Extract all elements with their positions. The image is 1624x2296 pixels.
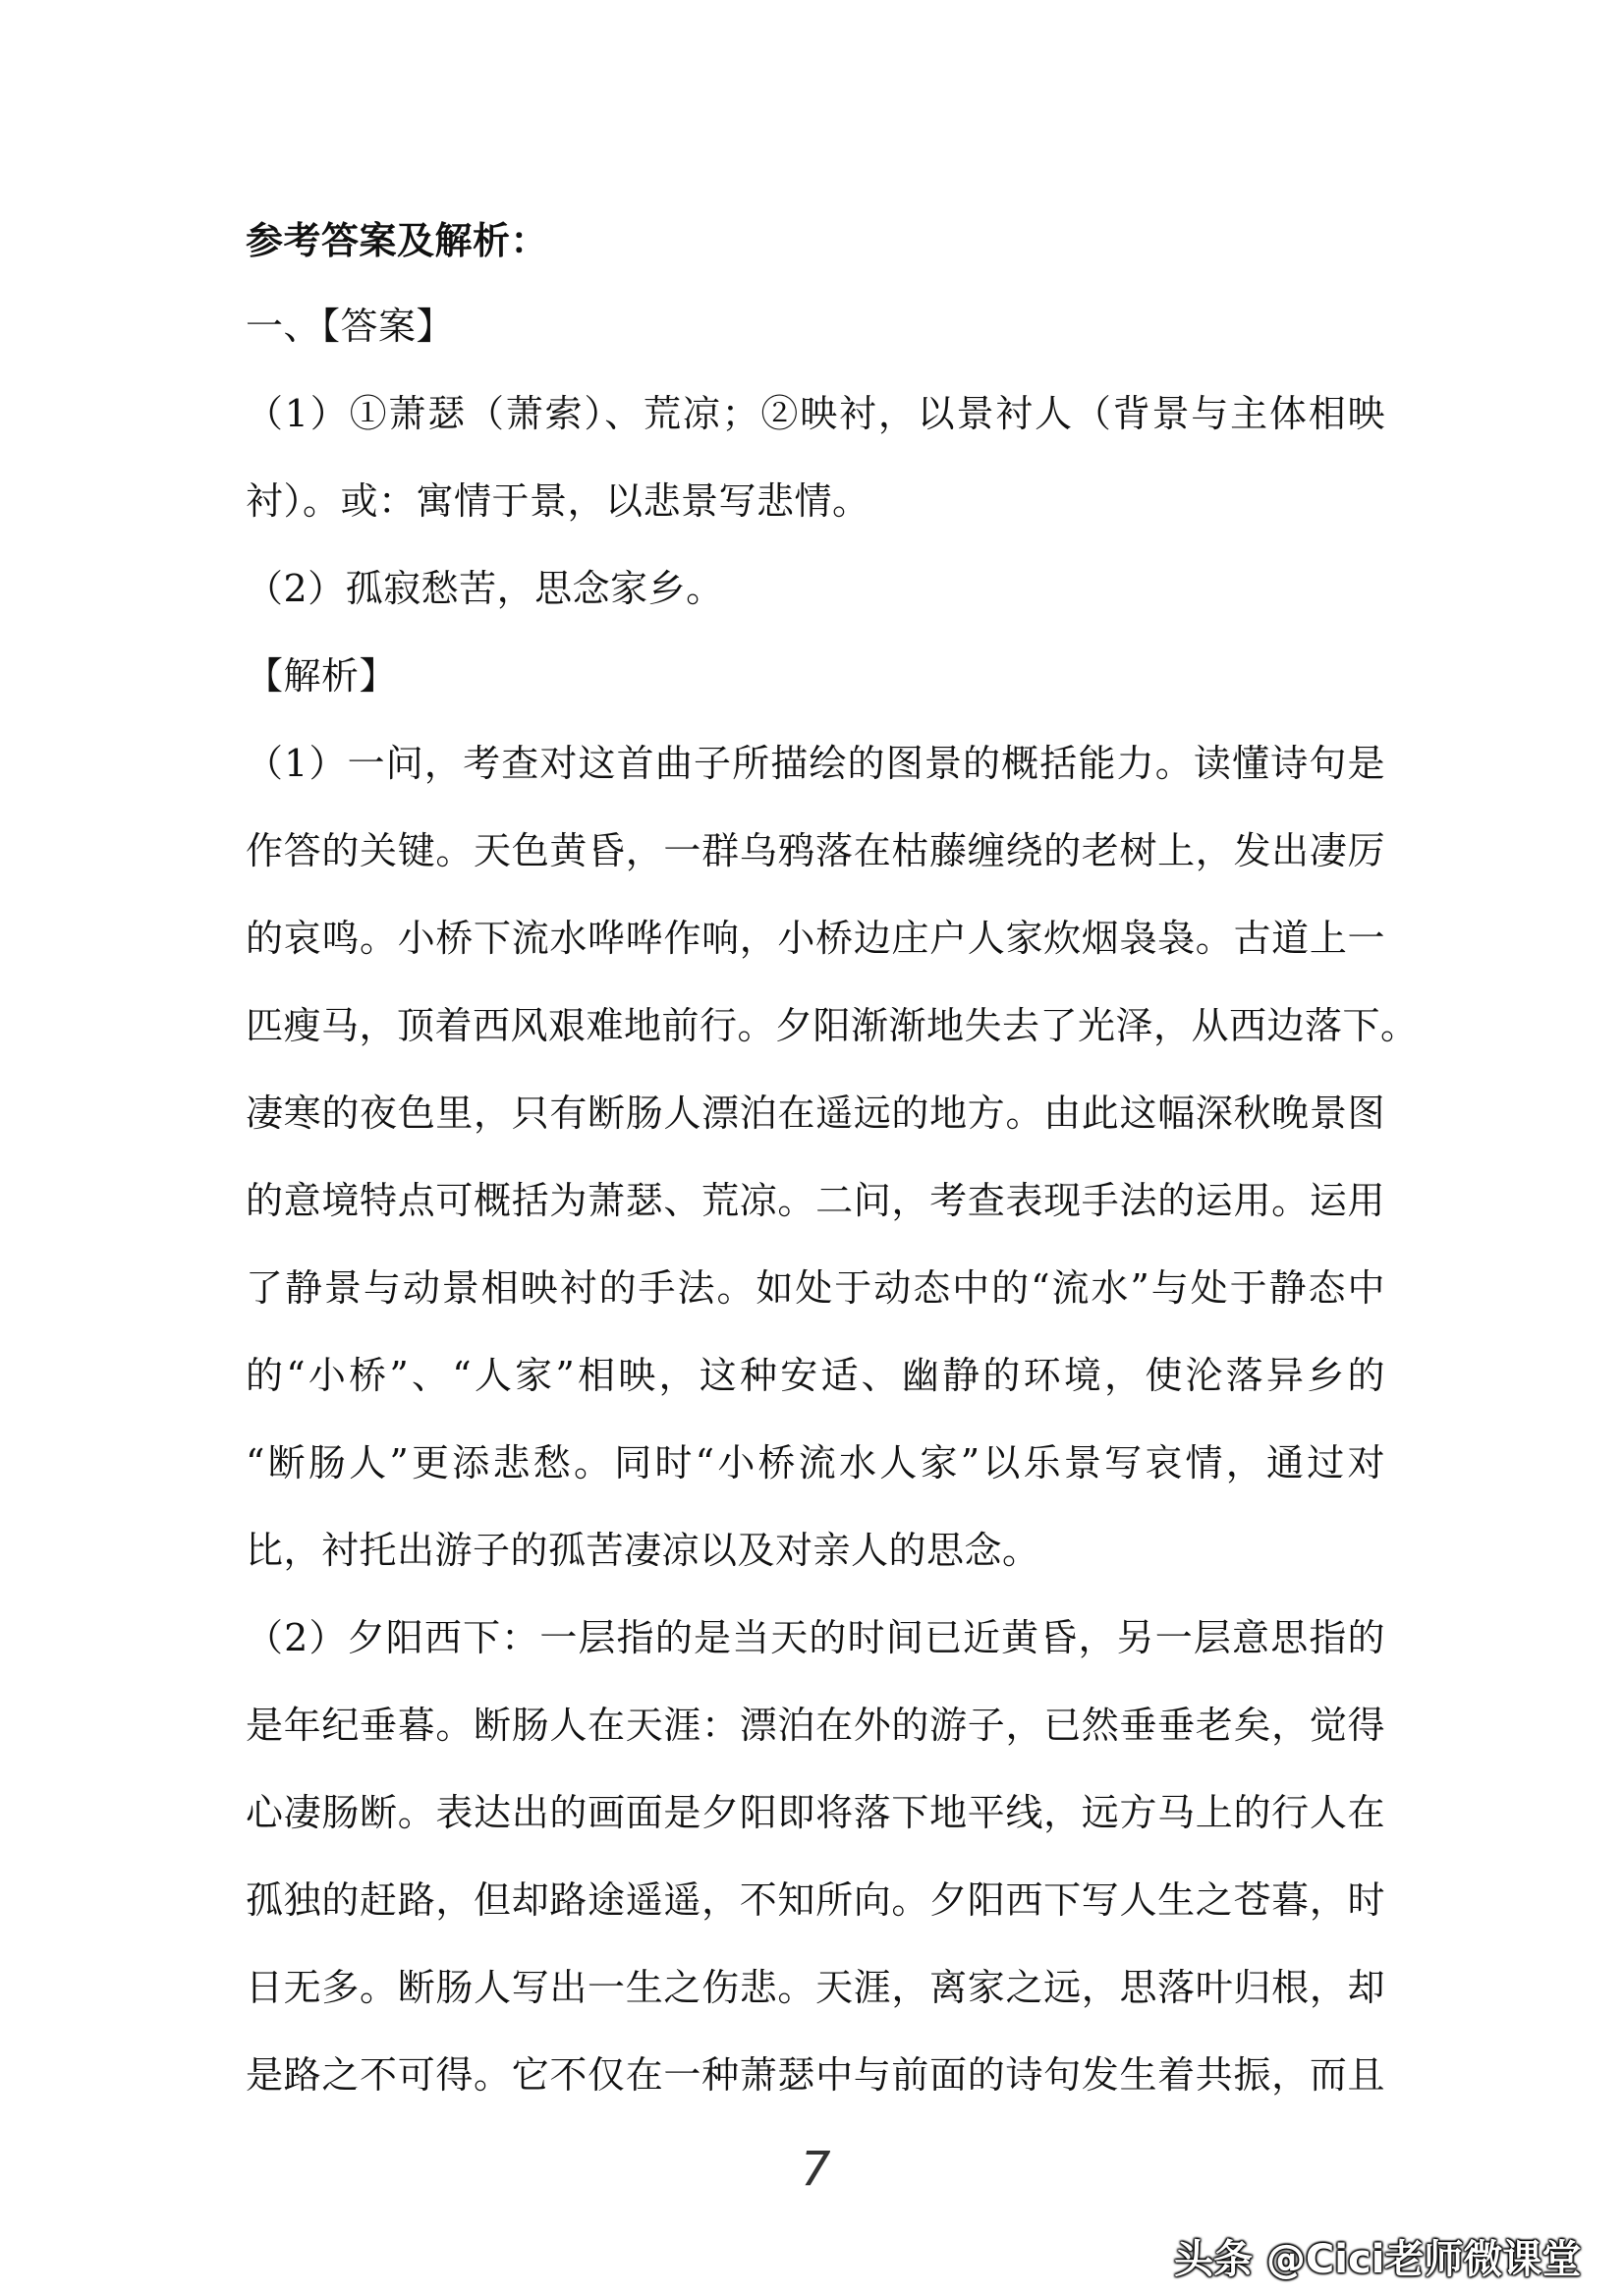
analysis-1-line: 凄寒的夜色里，只有断肠人漂泊在遥远的地方。由此这幅深秋晚景图 (246, 1092, 1385, 1135)
analysis-1-line: 作答的关键。天色黄昏，一群乌鸦落在枯藤缠绕的老树上，发出凄厉 (246, 829, 1385, 872)
analysis-heading: 【解析】 (246, 654, 398, 698)
analysis-1-line: 的“小桥”、“人家”相映，这种安适、幽静的环境，使沦落异乡的 (246, 1354, 1385, 1397)
watermark: 头条 @Cici老师微课堂 (1174, 2237, 1582, 2282)
page-number: 7 (801, 2142, 831, 2197)
analysis-1-line: 了静景与动景相映衬的手法。如处于动态中的“流水”与处于静态中 (246, 1266, 1385, 1310)
document-body (246, 196, 1419, 2119)
analysis-1-line: 的哀鸣。小桥下流水哗哗作响，小桥边庄户人家炊烟袅袅。古道上一 (246, 917, 1385, 960)
analysis-1-line: “断肠人”更添悲愁。同时“小桥流水人家”以乐景写哀情，通过对 (246, 1441, 1385, 1484)
analysis-2-line: 孤独的赶路，但却路途遥遥，不知所向。夕阳西下写人生之苍暮，时 (246, 1878, 1385, 1922)
analysis-2-line: （2）夕阳西下：一层指的是当天的时间已近黄昏，另一层意思指的 (246, 1616, 1385, 1659)
answer-line: （2）孤寂愁苦，思念家乡。 (246, 567, 724, 610)
analysis-2-line: 是路之不可得。它不仅在一种萧瑟中与前面的诗句发生着共振，而且 (246, 2053, 1385, 2097)
analysis-1-line: 比，衬托出游子的孤苦凄凉以及对亲人的思念。 (246, 1529, 1040, 1572)
analysis-2-line: 日无多。断肠人写出一生之伤悲。天涯，离家之远，思落叶归根，却 (246, 1966, 1385, 2009)
analysis-1-line: 的意境特点可概括为萧瑟、荒凉。二问，考查表现手法的运用。运用 (246, 1179, 1385, 1222)
analysis-1-line: （1）一问，考查对这首曲子所描绘的图景的概括能力。读懂诗句是 (246, 742, 1385, 785)
answer-line: （1）①萧瑟（萧索）、荒凉；②映衬，以景衬人（背景与主体相映 (246, 392, 1385, 435)
answer-line: 衬）。或：寓情于景，以悲景写悲情。 (246, 479, 870, 523)
analysis-2-line: 心凄肠断。表达出的画面是夕阳即将落下地平线，远方马上的行人在 (246, 1791, 1385, 1834)
section-heading: 一、【答案】 (246, 305, 455, 348)
analysis-1-line: 匹瘦马，顶着西风艰难地前行。夕阳渐渐地失去了光泽，从西边落下。 (246, 1004, 1419, 1047)
analysis-2-line: 是年纪垂暮。断肠人在天涯：漂泊在外的游子，已然垂垂老矣，觉得 (246, 1704, 1385, 1747)
page-title: 参考答案及解析： (246, 218, 549, 262)
